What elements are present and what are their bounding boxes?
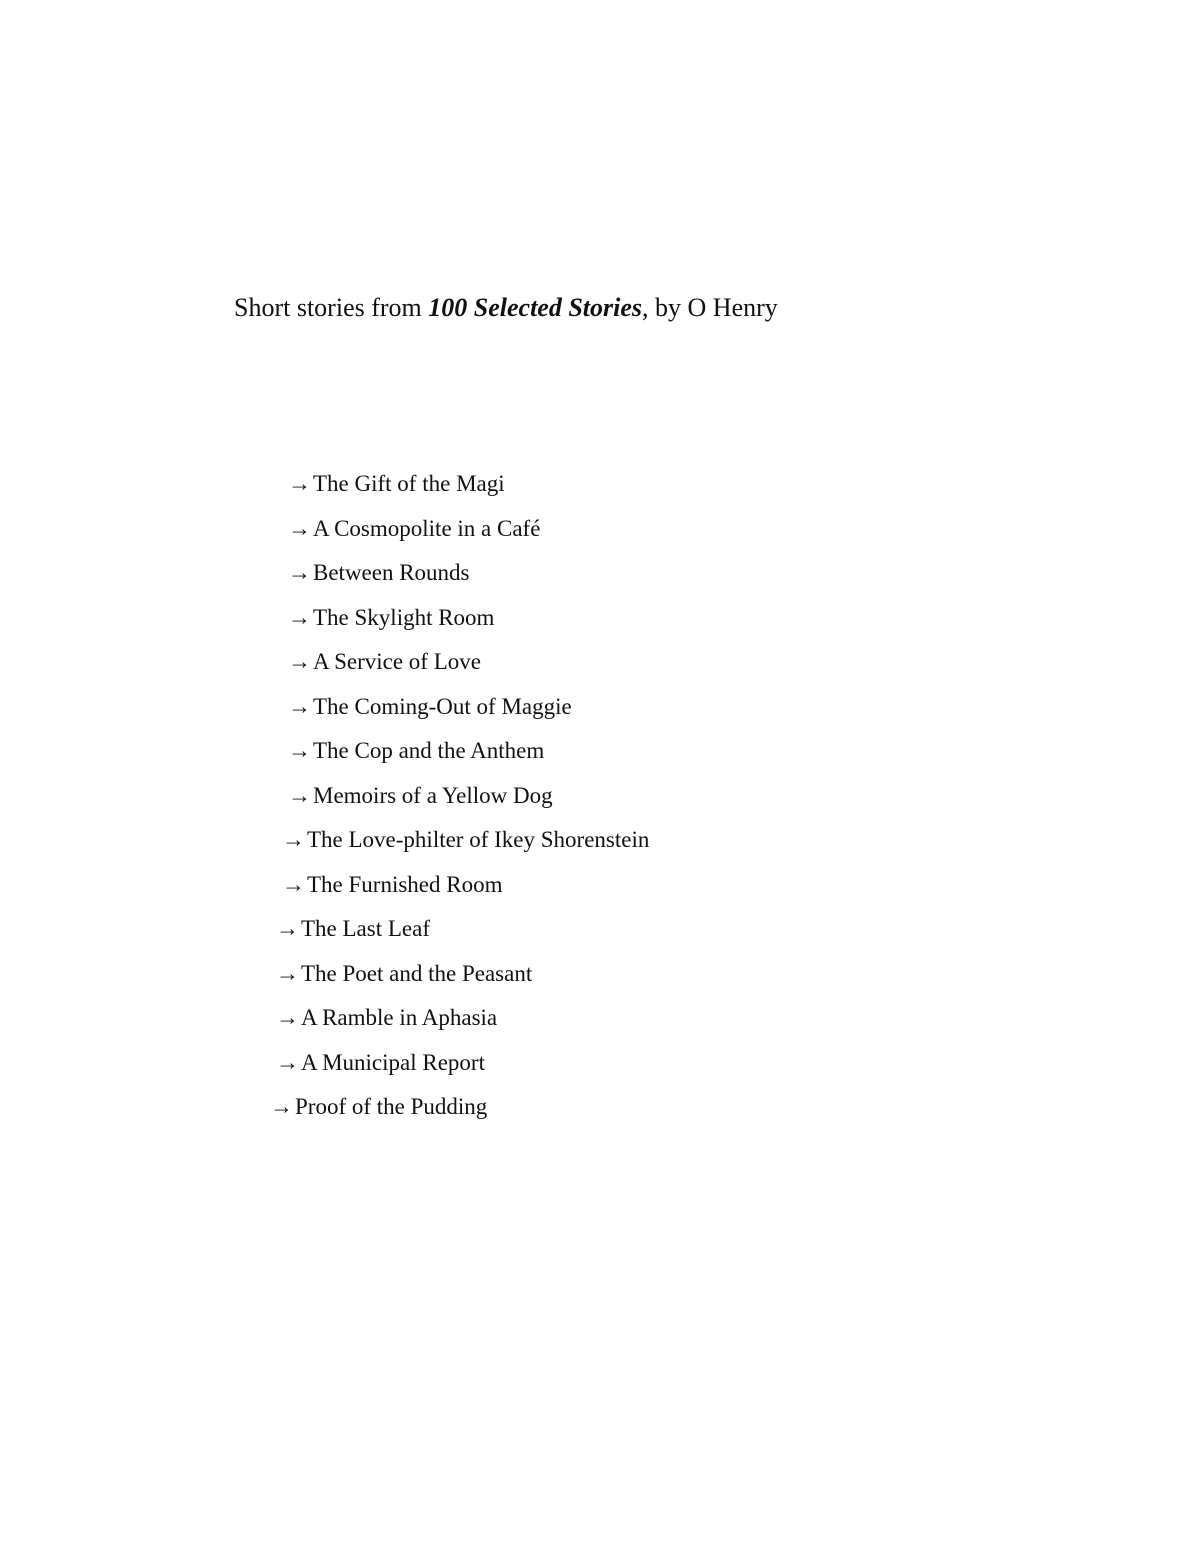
story-title: Between Rounds	[313, 560, 470, 585]
page-title	[234, 290, 778, 326]
story-link[interactable]	[270, 1092, 487, 1122]
arrow-right-icon: →	[288, 516, 311, 541]
story-link[interactable]	[276, 959, 532, 989]
arrow-right-icon: →	[288, 560, 311, 585]
arrow-right-icon: →	[282, 827, 305, 852]
story-title: A Ramble in Aphasia	[301, 1005, 498, 1030]
story-link[interactable]	[288, 558, 470, 588]
story-title: The Poet and the Peasant	[301, 961, 533, 986]
story-title: The Gift of the Magi	[313, 471, 505, 496]
story-link[interactable]	[276, 1003, 497, 1033]
story-link[interactable]	[288, 781, 553, 811]
story-title: The Coming-Out of Maggie	[313, 694, 572, 719]
story-title: A Municipal Report	[301, 1050, 485, 1075]
arrow-right-icon: →	[270, 1094, 293, 1119]
story-link[interactable]	[282, 825, 649, 855]
arrow-right-icon: →	[276, 1005, 299, 1030]
story-link[interactable]	[276, 1048, 485, 1078]
story-title: The Cop and the Anthem	[313, 738, 545, 763]
title-suffix: , by O Henry	[642, 293, 778, 322]
story-title: Proof of the Pudding	[295, 1094, 488, 1119]
arrow-right-icon: →	[288, 738, 311, 763]
story-title: Memoirs of a Yellow Dog	[313, 783, 553, 808]
arrow-right-icon: →	[282, 872, 305, 897]
arrow-right-icon: →	[288, 471, 311, 496]
arrow-right-icon: →	[288, 649, 311, 674]
story-link[interactable]	[288, 736, 544, 766]
arrow-right-icon: →	[288, 605, 311, 630]
story-title: A Service of Love	[313, 649, 481, 674]
story-link[interactable]	[288, 469, 505, 499]
arrow-right-icon: →	[288, 694, 311, 719]
story-link[interactable]	[288, 603, 494, 633]
story-link[interactable]	[288, 647, 481, 677]
arrow-right-icon: →	[288, 783, 311, 808]
arrow-right-icon: →	[276, 1050, 299, 1075]
story-title: A Cosmopolite in a Café	[313, 516, 541, 541]
book-title: 100 Selected Stories	[428, 293, 643, 322]
title-prefix: Short stories from	[234, 293, 429, 322]
story-link[interactable]	[288, 692, 572, 722]
arrow-right-icon: →	[276, 961, 299, 986]
story-link[interactable]	[276, 914, 430, 944]
story-title: The Last Leaf	[301, 916, 430, 941]
story-link[interactable]	[288, 514, 540, 544]
arrow-right-icon: →	[276, 916, 299, 941]
story-title: The Love-philter of Ikey Shorenstein	[307, 827, 650, 852]
story-title: The Furnished Room	[307, 872, 503, 897]
story-title: The Skylight Room	[313, 605, 495, 630]
story-link[interactable]	[282, 870, 503, 900]
